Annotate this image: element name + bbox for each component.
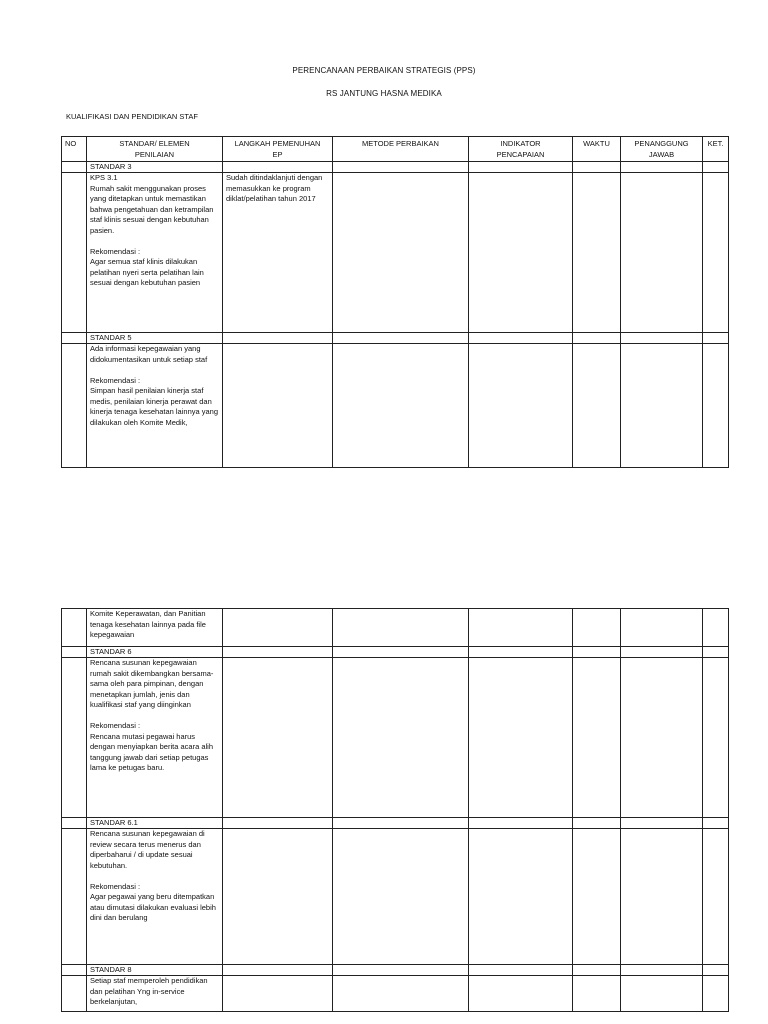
- header-standar: STANDAR/ ELEMEN PENILAIAN: [87, 137, 223, 162]
- standard-description: Rencana susunan kepegawaian rumah sakit dikembangkan bersama-sama oleh para pimpinan, dengan menetapkan jumlah, jenis dan kualifikasi staf yang diinginkan Rekomendasi : Rencana mutasi pegawai harus dengan menyiapkan berita acara alih tanggung jawab dari setiap petugas lama ke petugas baru.: [87, 658, 223, 818]
- header-no: NO: [62, 137, 87, 162]
- table-header-row: [62, 137, 729, 162]
- header-indikator: INDIKATOR PENCAPAIAN: [469, 137, 573, 162]
- standard-description: Ada informasi kepegawaian yang didokumentasikan untuk setiap staf Rekomendasi : Simpan hasil penilaian kinerja staf medis, penilaian kinerja perawat dan kinerja tenaga kesehatan lainnya yang dilakukan oleh Komite Medik,: [87, 344, 223, 468]
- table-row: [62, 173, 729, 333]
- pps-table-page-2: [61, 608, 729, 1012]
- table-row: [62, 976, 729, 1012]
- action-steps: Sudah ditindaklanjuti dengan memasukkan ke program diklat/pelatihan tahun 2017: [223, 173, 333, 333]
- table-row: [62, 609, 729, 647]
- standard-label: STANDAR 6: [87, 647, 223, 658]
- table-row: [62, 658, 729, 818]
- header-metode: METODE PERBAIKAN: [333, 137, 469, 162]
- section-label: KUALIFIKASI DAN PENDIDIKAN STAF: [66, 112, 198, 121]
- standard-label: STANDAR 3: [87, 162, 223, 173]
- table-row: [62, 818, 729, 829]
- standard-label: STANDAR 8: [87, 965, 223, 976]
- header-langkah: LANGKAH PEMENUHAN EP: [223, 137, 333, 162]
- header-waktu: WAKTU: [573, 137, 621, 162]
- pps-table-page-1: [61, 136, 729, 468]
- header-penanggung: PENANGGUNG JAWAB: [621, 137, 703, 162]
- standard-description: Komite Keperawatan, dan Panitian tenaga kesehatan lainnya pada file kepegawaian: [87, 609, 223, 647]
- table-row: [62, 344, 729, 468]
- standard-description: KPS 3.1 Rumah sakit menggunakan proses yang ditetapkan untuk memastikan bahwa pengetahuan dan ketrampilan staf klinis sesuai dengan kebutuhan pasien. Rekomendasi : Agar semua staf klinis dilakukan pelatihan nyeri serta pelatihan lain sesuai dengan kebutuhan pasien: [87, 173, 223, 333]
- hospital-name: RS JANTUNG HASNA MEDIKA: [326, 89, 442, 98]
- table-row: [62, 965, 729, 976]
- standard-label: STANDAR 5: [87, 333, 223, 344]
- table-row: [62, 829, 729, 965]
- table-row: [62, 333, 729, 344]
- standard-label: STANDAR 6.1: [87, 818, 223, 829]
- standard-description: Setiap staf memperoleh pendidikan dan pelatihan Yng in-service berkelanjutan,: [87, 976, 223, 1012]
- table-row: [62, 162, 729, 173]
- document-title: PERENCANAAN PERBAIKAN STRATEGIS (PPS): [292, 66, 476, 75]
- header-ket: KET.: [703, 137, 729, 162]
- table-row: [62, 647, 729, 658]
- standard-description: Rencana susunan kepegawaian di review secara terus menerus dan diperbaharui / di update sesuai kebutuhan. Rekomendasi : Agar pegawai yang beru ditempatkan atau dimutasi dilakukan evaluasi lebih dini dan berulang: [87, 829, 223, 965]
